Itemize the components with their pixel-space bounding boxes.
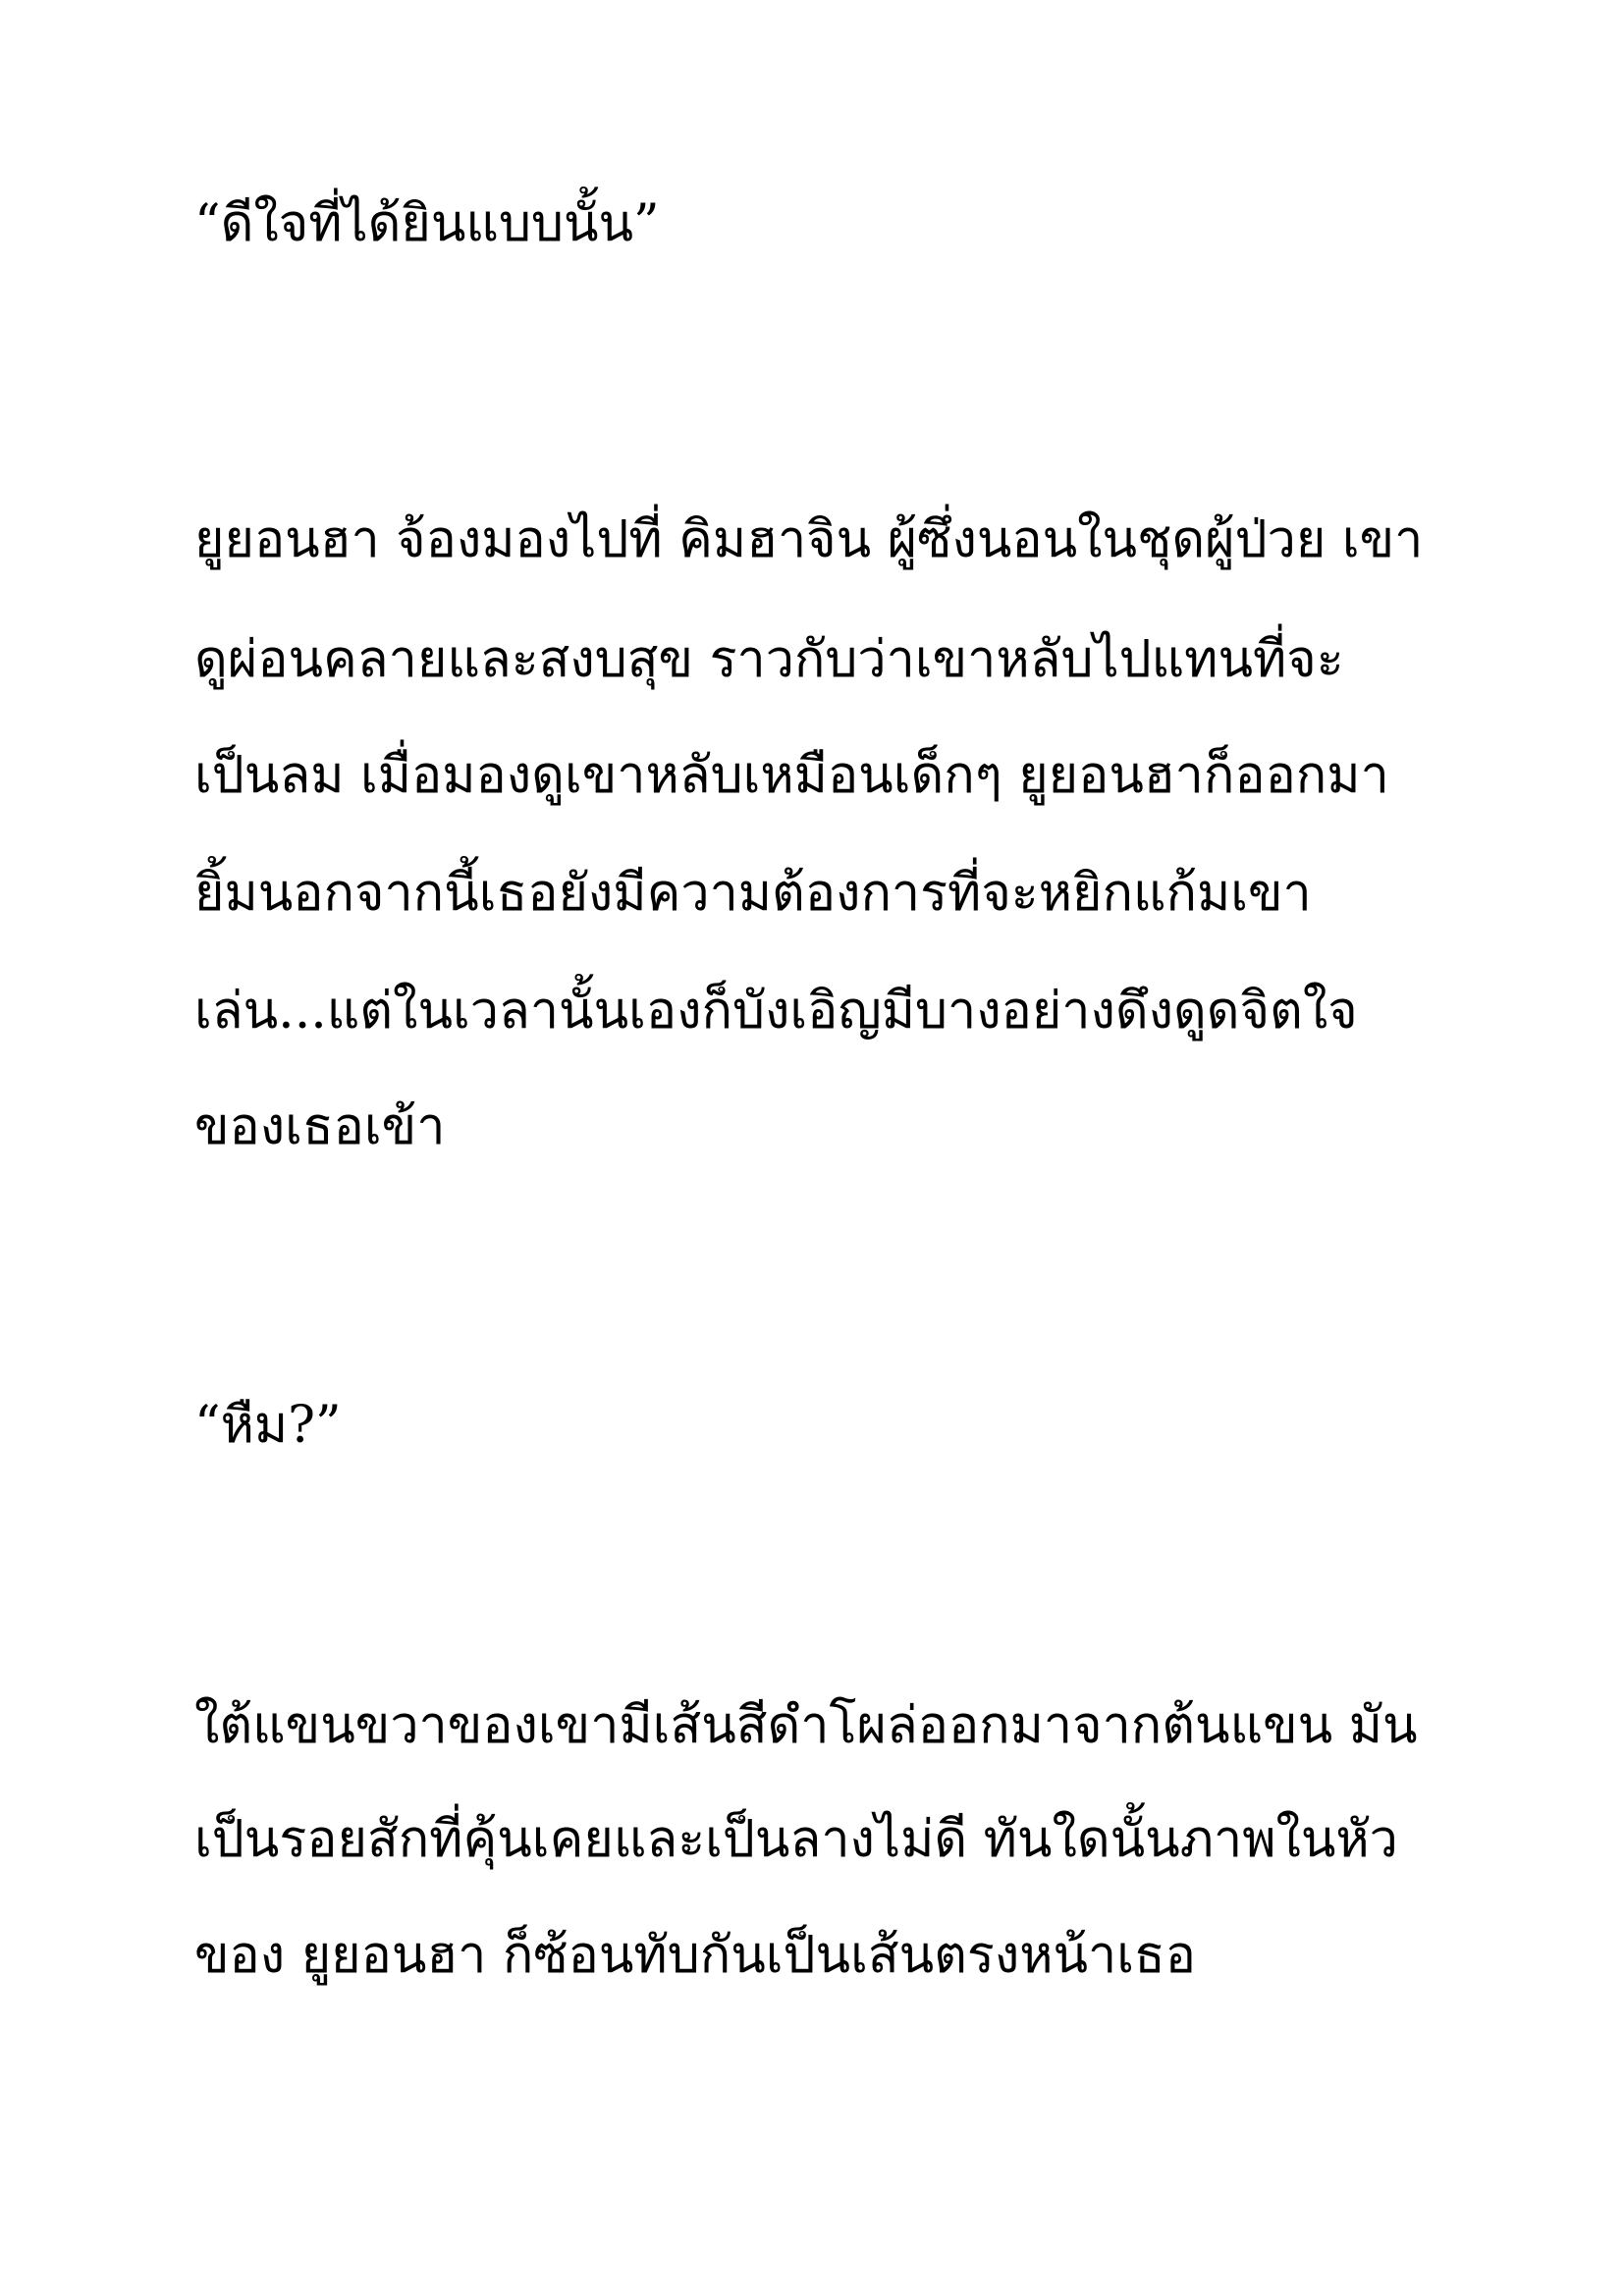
paragraph-line: ใต้แขนขวาของเขามีเส้นสีดำโผล่ออกมาจากต้นแขน มัน xyxy=(194,1696,1418,1755)
paragraph-line: ของ ยูยอนฮา ก็ซ้อนทับกันเป็นเส้นตรงหน้าเธอ xyxy=(194,1926,1196,1985)
dialogue-line: “ดีใจที่ได้ยินแบบนั้น” xyxy=(194,194,660,253)
dialogue-line: “หืม?” xyxy=(194,1396,342,1455)
paragraph-line: ของเธอเข้า xyxy=(194,1097,446,1156)
paragraph-line: ดูผ่อนคลายและสงบสุข ราวกับว่าเขาหลับไปแทนที่จะ xyxy=(194,630,1344,689)
paragraph-line: เป็นรอยสักที่คุ้นเคยและเป็นลางไม่ดี ทันใดนั้นภาพในหัว xyxy=(194,1810,1398,1869)
paragraph-line: เป็นลม เมื่อมองดูเขาหลับเหมือนเด็กๆ ยูยอนฮาก็ออกมา xyxy=(194,746,1389,805)
paragraph-line: ยิ้มนอกจากนี้เธอยังมีความต้องการที่จะหยิกแก้มเขา xyxy=(194,864,1312,923)
paragraph-line: เล่น...แต่ในเวลานั้นเองก็บังเอิญมีบางอย่างดึงดูดจิตใจ xyxy=(194,982,1358,1041)
paragraph-line: ยูยอนฮา จ้องมองไปที่ คิมฮาจิน ผู้ซึ่งนอนในชุดผู้ป่วย เขา xyxy=(194,510,1424,569)
